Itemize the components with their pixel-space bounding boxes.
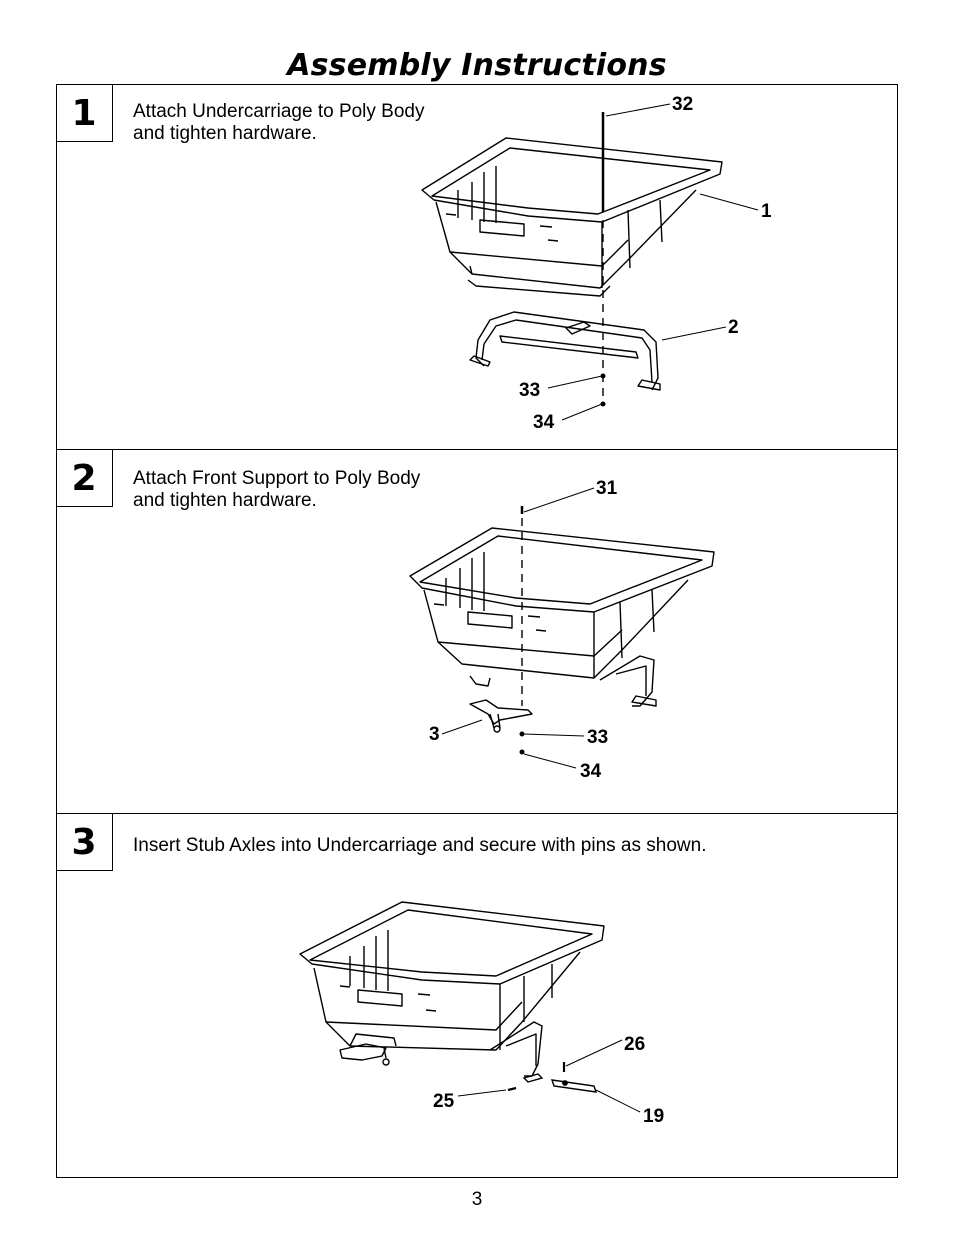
page-title: Assembly Instructions xyxy=(287,48,667,83)
step-1-line-1: Attach Undercarriage to Poly Body xyxy=(133,101,425,122)
step-3-line-1: Insert Stub Axles into Undercarriage and secure with pins as shown. xyxy=(133,835,707,856)
callout-3: 3 xyxy=(429,724,440,745)
step-2-line-2: and tighten hardware. xyxy=(133,490,317,511)
step-1-diagram xyxy=(380,90,800,440)
callout-34: 34 xyxy=(580,761,602,782)
stub-axle-drawing xyxy=(524,1074,596,1092)
callout-25: 25 xyxy=(433,1091,455,1112)
step-1-line-2: and tighten hardware. xyxy=(133,123,317,144)
leader-lines xyxy=(548,104,758,420)
step-divider xyxy=(56,449,898,450)
step-3-diagram xyxy=(290,890,690,1140)
step-2-number: 2 xyxy=(56,450,113,507)
callout-31: 31 xyxy=(596,478,618,499)
callout-1: 1 xyxy=(761,201,772,222)
step-1-number: 1 xyxy=(56,85,113,142)
callout-32: 32 xyxy=(672,94,694,115)
callout-2: 2 xyxy=(728,317,739,338)
front-support-drawing xyxy=(470,700,532,732)
undercarriage-drawing xyxy=(470,312,660,390)
step-3-number: 3 xyxy=(56,814,113,871)
poly-body-drawing xyxy=(422,138,722,296)
step-3-instructions xyxy=(133,835,853,857)
step-divider xyxy=(56,813,898,814)
step-2-line-1: Attach Front Support to Poly Body xyxy=(133,468,421,489)
step-2-diagram xyxy=(370,470,790,800)
poly-body-drawing xyxy=(300,902,604,1076)
callout-33: 33 xyxy=(587,727,609,748)
leader-lines xyxy=(458,1040,640,1112)
poly-body-drawing xyxy=(410,528,714,706)
callout-26: 26 xyxy=(624,1034,646,1055)
callout-33: 33 xyxy=(519,380,541,401)
callout-19: 19 xyxy=(643,1106,665,1127)
page-number: 3 xyxy=(471,1189,483,1210)
leader-lines xyxy=(442,488,594,768)
callout-34: 34 xyxy=(533,412,555,433)
